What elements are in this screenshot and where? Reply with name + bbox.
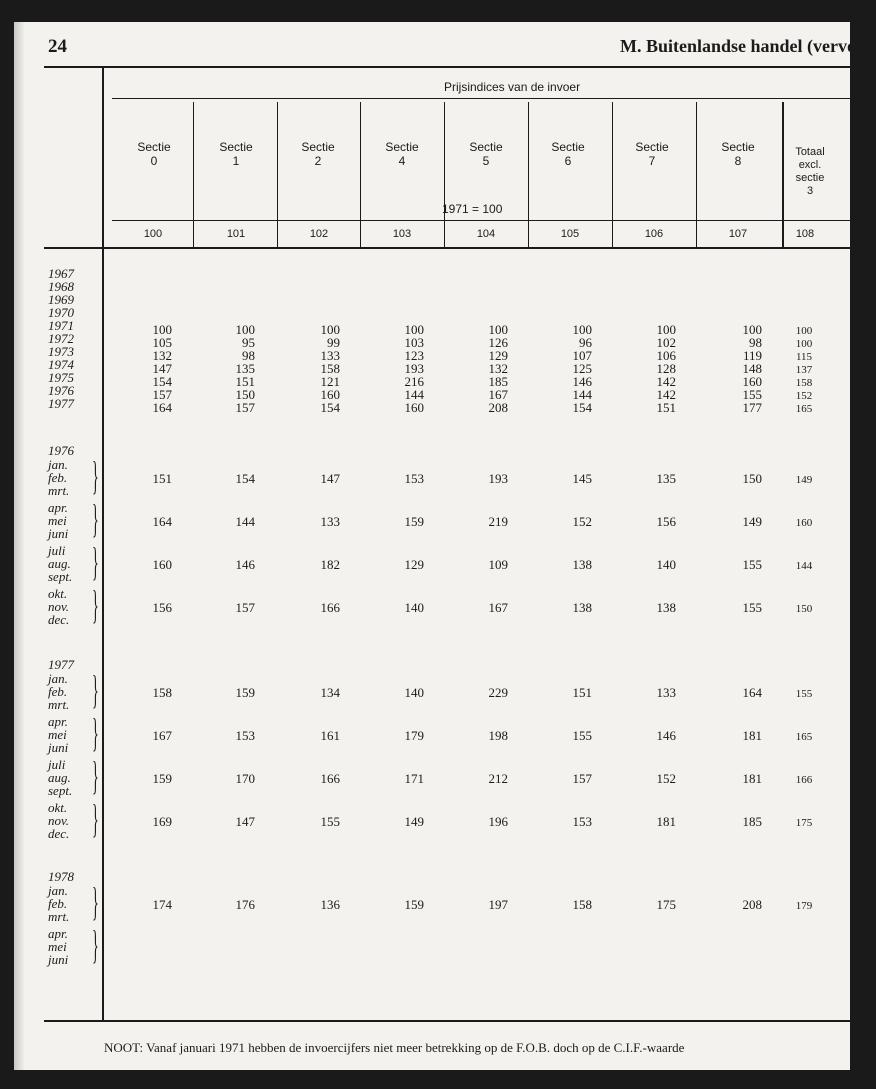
col-sep bbox=[612, 102, 613, 248]
total-cell: 160 bbox=[795, 517, 813, 529]
header-mid-line bbox=[112, 220, 850, 221]
quarter-cell: 149 bbox=[742, 514, 762, 529]
total-cell: 149 bbox=[795, 474, 813, 486]
quarter-cell: 164 bbox=[152, 514, 172, 529]
quarter-cell: 159 bbox=[152, 771, 172, 786]
annual-cell: 167 bbox=[488, 387, 508, 402]
month-label: apr. bbox=[48, 926, 68, 941]
table-main-header: Prijsindices van de invoer bbox=[444, 80, 581, 94]
quarter-cell: 157 bbox=[572, 771, 592, 786]
col-sep bbox=[528, 102, 529, 248]
annual-cell: 151 bbox=[235, 374, 255, 389]
annual-cell: 160 bbox=[320, 387, 340, 402]
annual-cell: 151 bbox=[656, 400, 676, 415]
section-header-1 bbox=[206, 140, 266, 168]
total-cell: 137 bbox=[795, 364, 813, 376]
month-label: feb. bbox=[48, 470, 68, 485]
annual-cell: 164 bbox=[152, 400, 172, 415]
month-label: aug. bbox=[48, 556, 71, 571]
annual-cell: 177 bbox=[742, 400, 762, 415]
annual-cell: 132 bbox=[152, 348, 172, 363]
year-label: 1973 bbox=[48, 344, 74, 359]
annual-cell: 96 bbox=[579, 335, 592, 350]
annual-cell: 160 bbox=[742, 374, 762, 389]
quarter-cell: 147 bbox=[320, 471, 340, 486]
quarter-cell: 164 bbox=[742, 685, 762, 700]
total-cell: 158 bbox=[795, 377, 813, 389]
quarter-brace: } bbox=[92, 710, 99, 755]
year-label: 1974 bbox=[48, 357, 74, 372]
quarter-cell: 146 bbox=[235, 557, 255, 572]
section-number: 4 bbox=[398, 154, 406, 168]
month-label: juli bbox=[48, 757, 66, 772]
annual-cell: 102 bbox=[656, 335, 676, 350]
quarter-cell: 155 bbox=[742, 557, 762, 572]
annual-cell: 129 bbox=[488, 348, 508, 363]
total-cell: 100 bbox=[795, 325, 813, 337]
annual-cell: 106 bbox=[656, 348, 676, 363]
annual-cell: 158 bbox=[320, 361, 340, 376]
col-sep bbox=[782, 102, 784, 248]
quarter-brace: } bbox=[92, 453, 99, 498]
group-year-1977: 1977 bbox=[48, 657, 74, 672]
total-cell: 175 bbox=[795, 817, 813, 829]
total-label-line: 3 bbox=[806, 185, 814, 197]
code-105: 105 bbox=[560, 228, 580, 240]
total-cell: 144 bbox=[795, 560, 813, 572]
quarter-cell: 149 bbox=[404, 814, 424, 829]
annual-cell: 146 bbox=[572, 374, 592, 389]
annual-cell: 133 bbox=[320, 348, 340, 363]
month-label: juli bbox=[48, 543, 66, 558]
code-104: 104 bbox=[476, 228, 496, 240]
quarter-cell: 166 bbox=[320, 771, 340, 786]
quarter-cell: 158 bbox=[152, 685, 172, 700]
quarter-cell: 198 bbox=[488, 728, 508, 743]
quarter-cell: 109 bbox=[488, 557, 508, 572]
header-bottom-line bbox=[44, 247, 850, 249]
annual-cell: 100 bbox=[742, 322, 762, 337]
quarter-cell: 159 bbox=[404, 897, 424, 912]
annual-cell: 154 bbox=[152, 374, 172, 389]
quarter-cell: 219 bbox=[488, 514, 508, 529]
base-year-label: 1971 = 100 bbox=[442, 202, 503, 216]
annual-cell: 121 bbox=[320, 374, 340, 389]
section-label: Sectie bbox=[301, 140, 335, 154]
quarter-cell: 181 bbox=[742, 728, 762, 743]
quarter-cell: 179 bbox=[404, 728, 424, 743]
section-number: 6 bbox=[564, 154, 572, 168]
quarter-cell: 197 bbox=[488, 897, 508, 912]
section-header-2 bbox=[288, 140, 348, 168]
month-label: jan. bbox=[48, 671, 68, 686]
month-label: dec. bbox=[48, 612, 70, 627]
annual-cell: 142 bbox=[656, 387, 676, 402]
total-cell: 115 bbox=[795, 351, 813, 363]
quarter-cell: 144 bbox=[235, 514, 255, 529]
section-header-6 bbox=[538, 140, 598, 168]
quarter-cell: 138 bbox=[656, 600, 676, 615]
month-label: sept. bbox=[48, 783, 73, 798]
year-label: 1971 bbox=[48, 318, 74, 333]
annual-cell: 157 bbox=[152, 387, 172, 402]
annual-cell: 98 bbox=[749, 335, 762, 350]
section-label: Sectie bbox=[385, 140, 419, 154]
month-label: feb. bbox=[48, 896, 68, 911]
total-cell: 152 bbox=[795, 390, 813, 402]
annual-cell: 119 bbox=[742, 348, 762, 363]
month-label: mrt. bbox=[48, 697, 70, 712]
annual-cell: 125 bbox=[572, 361, 592, 376]
quarter-cell: 156 bbox=[656, 514, 676, 529]
quarter-brace: } bbox=[92, 879, 99, 924]
quarter-cell: 138 bbox=[572, 600, 592, 615]
annual-cell: 123 bbox=[404, 348, 424, 363]
annual-cell: 216 bbox=[404, 374, 424, 389]
quarter-cell: 151 bbox=[572, 685, 592, 700]
total-cell: 150 bbox=[795, 603, 813, 615]
annual-cell: 208 bbox=[488, 400, 508, 415]
year-label: 1976 bbox=[48, 383, 74, 398]
code-102: 102 bbox=[309, 228, 329, 240]
month-label: nov. bbox=[48, 813, 70, 828]
section-label: Sectie bbox=[635, 140, 669, 154]
quarter-cell: 182 bbox=[320, 557, 340, 572]
quarter-cell: 159 bbox=[404, 514, 424, 529]
quarter-cell: 181 bbox=[742, 771, 762, 786]
total-cell: 165 bbox=[795, 403, 813, 415]
quarter-cell: 153 bbox=[404, 471, 424, 486]
document-page bbox=[14, 22, 876, 1070]
code-100: 100 bbox=[143, 228, 163, 240]
quarter-cell: 155 bbox=[572, 728, 592, 743]
quarter-cell: 176 bbox=[235, 897, 255, 912]
code-108: 108 bbox=[795, 228, 815, 240]
quarter-cell: 171 bbox=[404, 771, 424, 786]
annual-cell: 132 bbox=[488, 361, 508, 376]
total-header bbox=[790, 146, 830, 198]
code-107: 107 bbox=[728, 228, 748, 240]
quarter-brace: } bbox=[92, 796, 99, 841]
total-label-line: Totaal bbox=[795, 146, 825, 158]
group-year-1976: 1976 bbox=[48, 443, 74, 458]
section-header-5 bbox=[456, 140, 516, 168]
month-label: mrt. bbox=[48, 483, 70, 498]
year-label: 1969 bbox=[48, 292, 74, 307]
quarter-cell: 153 bbox=[235, 728, 255, 743]
section-label: Sectie bbox=[219, 140, 253, 154]
annual-cell: 144 bbox=[572, 387, 592, 402]
annual-cell: 160 bbox=[404, 400, 424, 415]
quarter-cell: 229 bbox=[488, 685, 508, 700]
section-number: 2 bbox=[314, 154, 322, 168]
month-label: sept. bbox=[48, 569, 73, 584]
page-edge bbox=[14, 22, 24, 1070]
month-label: okt. bbox=[48, 586, 68, 601]
section-header-0 bbox=[124, 140, 184, 168]
quarter-cell: 129 bbox=[404, 557, 424, 572]
quarter-cell: 152 bbox=[656, 771, 676, 786]
page-title: M. Buitenlandse handel (vervolg) bbox=[620, 36, 876, 56]
quarter-cell: 133 bbox=[656, 685, 676, 700]
total-cell: 100 bbox=[795, 338, 813, 350]
code-103: 103 bbox=[392, 228, 412, 240]
group-year-1978: 1978 bbox=[48, 869, 74, 884]
annual-cell: 157 bbox=[235, 400, 255, 415]
quarter-cell: 138 bbox=[572, 557, 592, 572]
quarter-cell: 153 bbox=[572, 814, 592, 829]
month-label: mrt. bbox=[48, 909, 70, 924]
annual-cell: 103 bbox=[404, 335, 424, 350]
month-label: aug. bbox=[48, 770, 71, 785]
quarter-cell: 146 bbox=[656, 728, 676, 743]
year-label: 1968 bbox=[48, 279, 74, 294]
annual-cell: 128 bbox=[656, 361, 676, 376]
quarter-cell: 140 bbox=[404, 600, 424, 615]
month-label: mei bbox=[48, 939, 67, 954]
annual-cell: 107 bbox=[572, 348, 592, 363]
page-number: 24 bbox=[48, 36, 67, 57]
quarter-cell: 151 bbox=[152, 471, 172, 486]
section-label: Sectie bbox=[721, 140, 755, 154]
annual-cell: 100 bbox=[152, 322, 172, 337]
annual-cell: 99 bbox=[327, 335, 340, 350]
quarter-cell: 181 bbox=[656, 814, 676, 829]
year-label: 1970 bbox=[48, 305, 74, 320]
quarter-cell: 169 bbox=[152, 814, 172, 829]
year-label: 1972 bbox=[48, 331, 74, 346]
col-sep bbox=[277, 102, 278, 248]
top-rule bbox=[44, 66, 850, 68]
quarter-cell: 140 bbox=[656, 557, 676, 572]
quarter-cell: 193 bbox=[488, 471, 508, 486]
month-label: apr. bbox=[48, 500, 68, 515]
quarter-brace: } bbox=[92, 753, 99, 798]
annual-cell: 150 bbox=[235, 387, 255, 402]
annual-cell: 155 bbox=[742, 387, 762, 402]
quarter-brace: } bbox=[92, 922, 99, 967]
annual-cell: 193 bbox=[404, 361, 424, 376]
month-label: juni bbox=[48, 952, 69, 967]
annual-cell: 100 bbox=[572, 322, 592, 337]
total-cell: 155 bbox=[795, 688, 813, 700]
quarter-cell: 136 bbox=[320, 897, 340, 912]
quarter-cell: 159 bbox=[235, 685, 255, 700]
quarter-cell: 135 bbox=[656, 471, 676, 486]
quarter-brace: } bbox=[92, 667, 99, 712]
month-label: juni bbox=[48, 740, 69, 755]
quarter-cell: 157 bbox=[235, 600, 255, 615]
month-label: jan. bbox=[48, 457, 68, 472]
quarter-brace: } bbox=[92, 582, 99, 627]
month-label: okt. bbox=[48, 800, 68, 815]
annual-cell: 95 bbox=[242, 335, 255, 350]
quarter-cell: 196 bbox=[488, 814, 508, 829]
total-label-line: excl. bbox=[798, 159, 822, 171]
quarter-cell: 155 bbox=[320, 814, 340, 829]
quarter-cell: 147 bbox=[235, 814, 255, 829]
annual-cell: 100 bbox=[488, 322, 508, 337]
quarter-cell: 155 bbox=[742, 600, 762, 615]
quarter-cell: 150 bbox=[742, 471, 762, 486]
quarter-cell: 212 bbox=[488, 771, 508, 786]
quarter-cell: 152 bbox=[572, 514, 592, 529]
quarter-cell: 158 bbox=[572, 897, 592, 912]
month-label: dec. bbox=[48, 826, 70, 841]
section-number: 8 bbox=[734, 154, 742, 168]
col-sep bbox=[444, 102, 445, 248]
quarter-cell: 161 bbox=[320, 728, 340, 743]
section-label: Sectie bbox=[137, 140, 171, 154]
month-label: mei bbox=[48, 513, 67, 528]
annual-cell: 142 bbox=[656, 374, 676, 389]
annual-cell: 98 bbox=[242, 348, 255, 363]
quarter-cell: 145 bbox=[572, 471, 592, 486]
quarter-cell: 170 bbox=[235, 771, 255, 786]
year-label: 1977 bbox=[48, 396, 74, 411]
section-number: 7 bbox=[648, 154, 656, 168]
quarter-cell: 174 bbox=[152, 897, 172, 912]
footnote: NOOT: Vanaf januari 1971 hebben de invoercijfers niet meer betrekking op de F.O.B. doch op de C.I.F.-waarde bbox=[104, 1040, 685, 1055]
quarter-cell: 167 bbox=[488, 600, 508, 615]
section-label: Sectie bbox=[469, 140, 503, 154]
total-cell: 166 bbox=[795, 774, 813, 786]
annual-cell: 126 bbox=[488, 335, 508, 350]
col-sep bbox=[360, 102, 361, 248]
quarter-cell: 140 bbox=[404, 685, 424, 700]
section-label: Sectie bbox=[551, 140, 585, 154]
section-header-4 bbox=[372, 140, 432, 168]
total-label-line: sectie bbox=[795, 172, 825, 184]
quarter-cell: 175 bbox=[656, 897, 676, 912]
quarter-brace: } bbox=[92, 496, 99, 541]
col-sep bbox=[193, 102, 194, 248]
section-number: 5 bbox=[482, 154, 490, 168]
annual-cell: 105 bbox=[152, 335, 172, 350]
col-sep bbox=[696, 102, 697, 248]
quarter-cell: 185 bbox=[742, 814, 762, 829]
total-cell: 179 bbox=[795, 900, 813, 912]
month-label: feb. bbox=[48, 684, 68, 699]
month-label: jan. bbox=[48, 883, 68, 898]
quarter-cell: 133 bbox=[320, 514, 340, 529]
month-label: nov. bbox=[48, 599, 70, 614]
code-101: 101 bbox=[226, 228, 246, 240]
code-106: 106 bbox=[644, 228, 664, 240]
header-top-line bbox=[112, 98, 850, 99]
annual-cell: 154 bbox=[572, 400, 592, 415]
quarter-cell: 208 bbox=[742, 897, 762, 912]
quarter-cell: 166 bbox=[320, 600, 340, 615]
annual-cell: 154 bbox=[320, 400, 340, 415]
section-header-7 bbox=[622, 140, 682, 168]
year-label: 1967 bbox=[48, 266, 74, 281]
annual-cell: 135 bbox=[235, 361, 255, 376]
quarter-cell: 160 bbox=[152, 557, 172, 572]
total-cell: 165 bbox=[795, 731, 813, 743]
annual-cell: 144 bbox=[404, 387, 424, 402]
month-label: juni bbox=[48, 526, 69, 541]
quarter-cell: 167 bbox=[152, 728, 172, 743]
section-number: 1 bbox=[232, 154, 240, 168]
section-number: 0 bbox=[150, 154, 158, 168]
quarter-brace: } bbox=[92, 539, 99, 584]
annual-cell: 147 bbox=[152, 361, 172, 376]
month-label: apr. bbox=[48, 714, 68, 729]
annual-cell: 148 bbox=[742, 361, 762, 376]
month-label: mei bbox=[48, 727, 67, 742]
annual-cell: 100 bbox=[235, 322, 255, 337]
quarter-cell: 154 bbox=[235, 471, 255, 486]
year-label: 1975 bbox=[48, 370, 74, 385]
bottom-rule bbox=[44, 1020, 850, 1022]
quarter-cell: 156 bbox=[152, 600, 172, 615]
quarter-cell: 134 bbox=[320, 685, 340, 700]
section-header-8 bbox=[708, 140, 768, 168]
annual-cell: 100 bbox=[404, 322, 424, 337]
annual-cell: 100 bbox=[656, 322, 676, 337]
left-column-rule bbox=[102, 68, 104, 1022]
annual-cell: 185 bbox=[488, 374, 508, 389]
annual-cell: 100 bbox=[320, 322, 340, 337]
